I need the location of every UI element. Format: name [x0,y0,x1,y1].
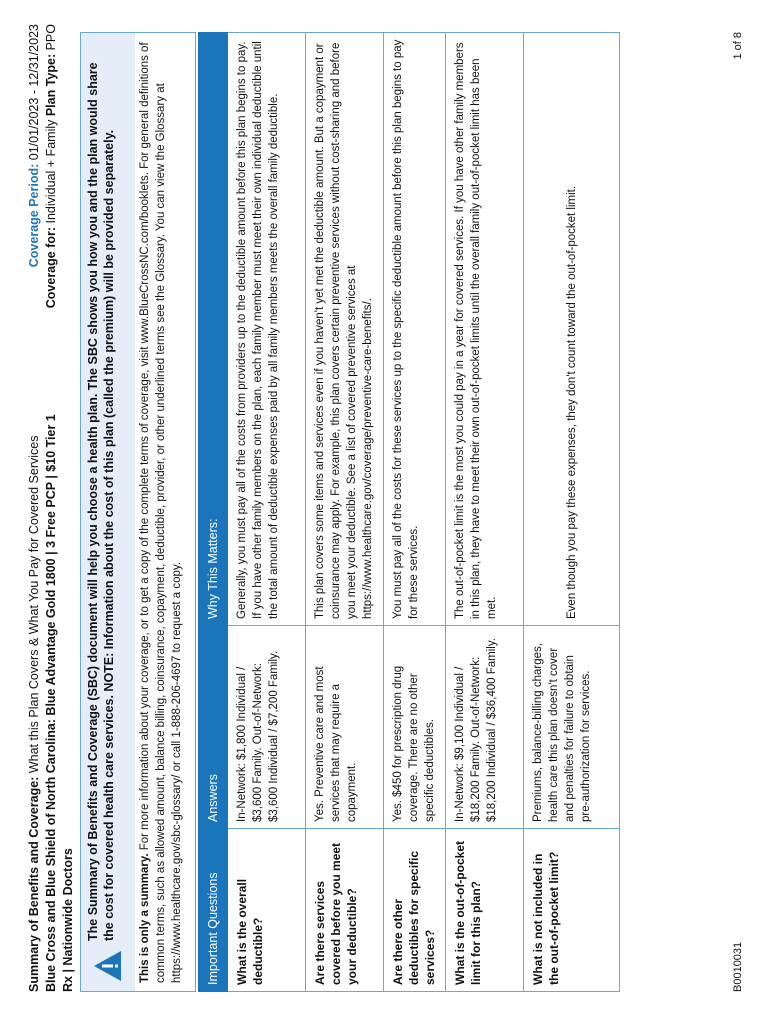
plan-name-line-2: Rx | Nationwide Doctors [61,848,75,992]
document-title: Summary of Benefits and Coverage: [27,776,41,992]
why-cell: You must pay all of the costs for these services up to the specific deductible amount before this plan begins to pay for these services. [384,33,446,626]
coverage-period-label: Coverage Period: [27,163,41,268]
table-row [446,33,524,992]
table-header-row [199,33,228,992]
sbc-table [198,32,620,992]
plan-name-line-1: Blue Cross and Blue Shield of North Carolina: Blue Advantage Gold 1800 | 3 Free PCP | $10 Tier 1 [44,414,58,992]
table-row [228,33,306,992]
document-id: B0010031 [732,941,744,992]
answer-cell: Premiums, balance-billing charges, health care this plan doesn't cover and penalties for failure to obtain pre-authorization for services. [524,626,620,829]
notice-details [137,39,185,983]
coverage-for-value: Individual + Family [44,116,58,227]
coverage-info [26,24,60,324]
coverage-for-label: Coverage for: [44,226,58,309]
why-cell: This plan covers some items and services even if you haven't yet met the deductible amount. But a copayment or coinsurance may apply. For example, this plan covers certain preventive services without cost-sharing and before you meet your deductible. See a list of covered preventive services at https://www.healthcare.gov/coverage/preventive-care-benefits/. [306,33,384,626]
col-header-why: Why This Matters: [199,33,228,626]
table-row [524,33,620,992]
question-cell: What is not included in the out-of-pocket limit? [524,829,620,992]
why-cell: The out-of-pocket limit is the most you could pay in a year for covered services. If you have other family members in this plan, they have to meet their own out-of-pocket limits until the overall family out-of-pocket limit has been met. [446,33,524,626]
plan-type-label: Plan Type: [44,53,58,117]
answer-cell: In-Network: $1,800 Individual / $3,600 Family. Out-of-Network: $3,600 Individual / $7,200 Family. [228,626,306,829]
why-cell: Generally, you must pay all of the costs from providers up to the deductible amount before this plan begins to pay. If you have other family members on the plan, each family member must meet their own individual deductible until the total amount of deductible expenses paid by all family members meets the overall family deductible. [228,33,306,626]
document-header [26,332,77,992]
question-cell: What is the out-of-pocket limit for this plan? [446,829,524,992]
notice-body: For more information about your coverage, or to get a copy of the complete terms of coverage, visit www.BlueCrossNC.com/booklets. For general definitions of common terms, such as allowed amount, balance billing, coinsurance, copayment, deductible, provider, or other underlined terms see the Glossary. You can view the Glossary at https://www.healthcare.gov/sbc-glossary/ or call 1-888-206-4697 to request a copy. [139,42,183,983]
notice-summary: The Summary of Benefits and Coverage (SBC) document will help you choose a health plan. The SBC shows you how you and the plan would share the cost for covered health care services. NOTE: Information about the cost of this plan (called the premium) will be provided separately. [86,62,116,941]
answer-cell: Yes. Preventive care and most services that may require a copayment. [306,626,384,829]
why-cell: Even though you pay these expenses, they don't count toward the out-of-pocket limit. [524,33,620,626]
answer-cell: In-Network: $9,100 Individual / $18,200 Family. Out-of-Network: $18,200 Individual / $36,400 Family. [446,626,524,829]
table-row [384,33,446,992]
question-cell: Are there services covered before you meet your deductible? [306,829,384,992]
plan-type-value: PPO [44,24,58,54]
col-header-answers: Answers [199,626,228,829]
notice-box [80,32,196,992]
notice-lead: This is only a summary. [139,853,151,983]
question-cell: What is the overall deductible? [228,829,306,992]
document-subtitle: What this Plan Covers & What You Pay for Covered Services [27,435,41,777]
answer-cell: Yes. $450 for prescription drug coverage. There are no other specific deductibles. [384,626,446,829]
col-header-questions: Important Questions [199,829,228,992]
page-number: 1 of 8 [732,32,744,60]
question-cell: Are there other deductibles for specific services? [384,829,446,992]
table-row [306,33,384,992]
coverage-period-value: 01/01/2023 - 12/31/2023 [27,24,41,164]
warning-triangle-icon [91,949,125,983]
